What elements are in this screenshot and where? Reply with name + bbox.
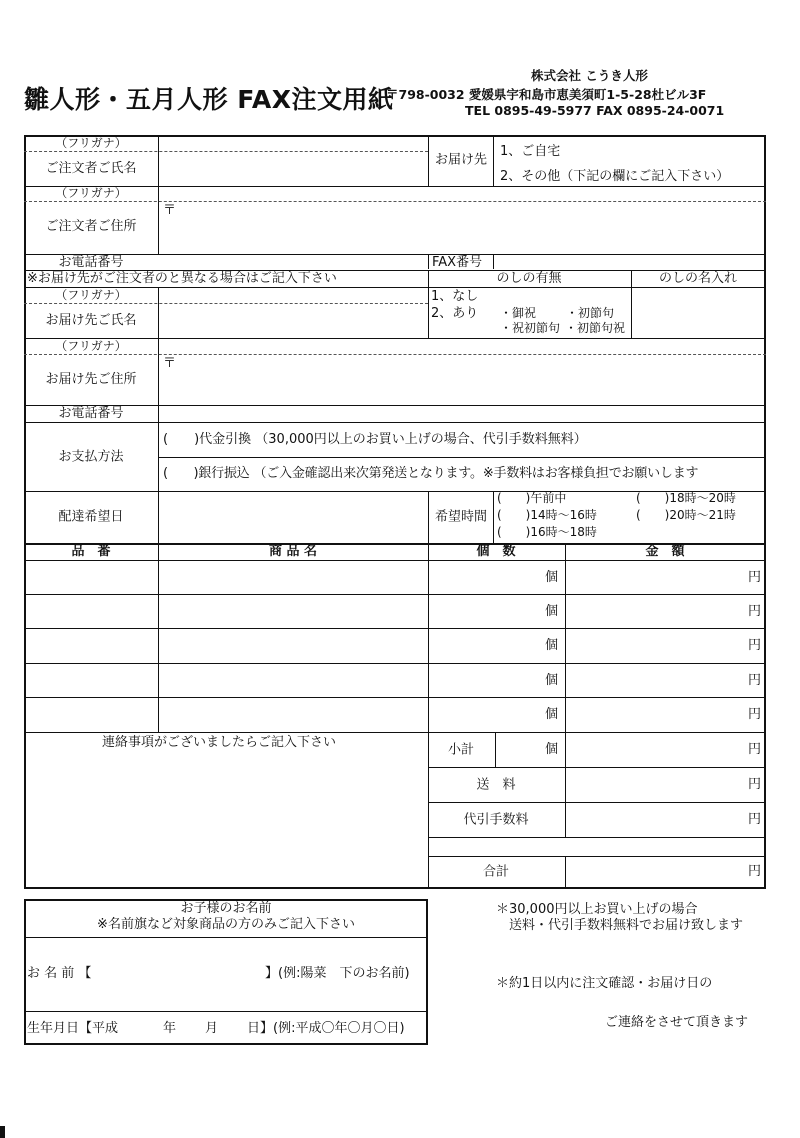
noshi-none-option[interactable]: 1、なし [431, 289, 479, 304]
noshi-hatsusekku-iwai-option[interactable]: ・初節句祝 [565, 321, 626, 335]
orderer-phone-label: お電話番号 [58, 255, 124, 270]
birth-day-example: 日】(例:平成〇年〇月〇日) [247, 1021, 405, 1036]
orderer-address-label: ご注文者ご住所 [45, 219, 137, 234]
time-14-16-option[interactable]: ( )14時～16時 [497, 508, 597, 522]
confirmation-note-2: ご連絡をさせて頂きます [605, 1015, 749, 1030]
recipient-note: ※お届け先がご注文者のと異なる場合はご記入下さい [27, 271, 337, 286]
payment-bank-option[interactable]: ( )銀行振込 （ご入金確認出来次第発送となります。※手数料はお客様負担でお願いします [163, 466, 699, 481]
time-20-21-option[interactable]: ( )20時～21時 [636, 508, 736, 522]
qty-unit: 個 [545, 673, 559, 688]
cod-fee-yen-unit: 円 [748, 812, 762, 827]
qty-unit: 個 [545, 604, 559, 619]
subtotal-yen-unit: 円 [748, 742, 762, 757]
child-name-note: ※名前旗など対象商品の方のみご記入下さい [97, 917, 355, 932]
company-address: 〒798-0032 愛媛県宇和島市恵美須町1-5-28杜ビル3F [386, 87, 707, 102]
free-shipping-note: ＊30,000円以上お買い上げの場合 [496, 902, 698, 917]
delivery-date-label: 配達希望日 [58, 509, 124, 525]
fax-field[interactable] [495, 255, 764, 269]
company-contact: TEL 0895-49-5977 FAX 0895-24-0071 [465, 103, 725, 118]
noshi-name-field[interactable] [633, 289, 764, 337]
noshi-iwai-option[interactable]: ・御祝 [500, 306, 537, 320]
total-label: 合計 [482, 864, 510, 880]
orderer-address-field[interactable] [160, 202, 764, 253]
recipient-address-furigana-label: （フリガナ） [55, 339, 127, 353]
notes-field[interactable] [26, 752, 426, 886]
noshi-hatsusekku-option[interactable]: ・初節句 [566, 306, 615, 320]
recipient-phone-label: お電話番号 [58, 406, 124, 421]
shipping-yen-unit: 円 [748, 777, 762, 792]
recipient-postal-mark: 〒 [163, 356, 177, 371]
delivery-option-home[interactable]: 1、ご自宅 [500, 144, 561, 159]
child-name-label: お 名 前 【 [27, 966, 92, 981]
noshi-header: のしの有無 [496, 271, 562, 286]
col-product-name: 商 品 名 [268, 544, 318, 559]
orderer-name-field[interactable] [160, 152, 427, 185]
time-16-18-option[interactable]: ( )16時～18時 [497, 525, 597, 539]
child-name-example: 】(例:陽菜 下のお名前) [265, 966, 410, 981]
payment-cod-option[interactable]: ( )代金引換 （30,000円以上のお買い上げの場合、代引手数料無料） [163, 432, 587, 447]
cod-fee-label: 代引手数料 [463, 812, 529, 828]
birth-month-field[interactable] [178, 1017, 204, 1039]
fax-label: FAX番号 [432, 255, 483, 270]
subtotal-qty-unit: 個 [545, 742, 559, 757]
col-quantity: 個 数 [476, 544, 516, 559]
yen-unit: 円 [748, 707, 762, 722]
yen-unit: 円 [748, 604, 762, 619]
recipient-name-label: お届け先ご氏名 [45, 313, 137, 328]
birth-month-unit: 月 [205, 1021, 219, 1036]
confirmation-note: ＊約1日以内に注文確認・お届け日の [496, 976, 713, 991]
delivery-option-other[interactable]: 2、その他（下記の欄にご記入下さい） [500, 169, 730, 184]
col-amount: 金 額 [645, 544, 685, 559]
notes-label: 連絡事項がございましたらご記入下さい [102, 735, 337, 750]
recipient-address-label: お届け先ご住所 [45, 372, 137, 387]
company-name: 株式会社 こうき人形 [531, 68, 648, 83]
birth-year-unit: 年 [163, 1021, 177, 1036]
address-furigana-label: （フリガナ） [55, 186, 127, 200]
child-name-field[interactable] [100, 962, 265, 984]
yen-unit: 円 [748, 570, 762, 585]
postal-mark: 〒 [163, 203, 177, 218]
form-title: 雛人形・五月人形 FAX注文用紙 [24, 85, 394, 114]
birth-date-label: 生年月日【平成 [27, 1021, 119, 1036]
noshi-yes-option[interactable]: 2、あり [431, 306, 479, 321]
recipient-phone-field[interactable] [160, 406, 764, 421]
delivery-date-field[interactable] [160, 492, 427, 542]
qty-unit: 個 [545, 707, 559, 722]
yen-unit: 円 [748, 673, 762, 688]
payment-method-label: お支払方法 [58, 449, 124, 465]
qty-unit: 個 [545, 570, 559, 585]
birth-year-field[interactable] [128, 1017, 162, 1039]
birth-day-field[interactable] [220, 1017, 246, 1039]
delivery-to-label: お届け先 [434, 152, 488, 168]
time-morning-option[interactable]: ( )午前中 [497, 491, 567, 505]
noshi-iwai-hatsusekku-option[interactable]: ・祝初節句 [500, 321, 561, 335]
noshi-name-header: のしの名入れ [658, 271, 738, 286]
child-name-title: お子様のお名前 [180, 901, 272, 916]
orderer-phone-field[interactable] [160, 255, 427, 269]
recipient-address-field[interactable] [160, 355, 764, 404]
delivery-time-label: 希望時間 [434, 509, 488, 525]
subtotal-label: 小計 [447, 742, 475, 758]
time-18-20-option[interactable]: ( )18時～20時 [636, 491, 736, 505]
col-product-number: 品 番 [71, 544, 111, 559]
total-yen-unit: 円 [748, 864, 762, 879]
recipient-furigana-label: （フリガナ） [55, 288, 127, 302]
recipient-name-field[interactable] [160, 304, 427, 337]
free-shipping-note-2: 送料・代引手数料無料でお届け致します [509, 918, 744, 933]
orderer-name-label: ご注文者ご氏名 [45, 161, 137, 176]
scan-mark [0, 1126, 5, 1138]
yen-unit: 円 [748, 638, 762, 653]
shipping-label: 送 料 [476, 777, 516, 793]
orderer-furigana-label: （フリガナ） [55, 136, 127, 150]
qty-unit: 個 [545, 638, 559, 653]
